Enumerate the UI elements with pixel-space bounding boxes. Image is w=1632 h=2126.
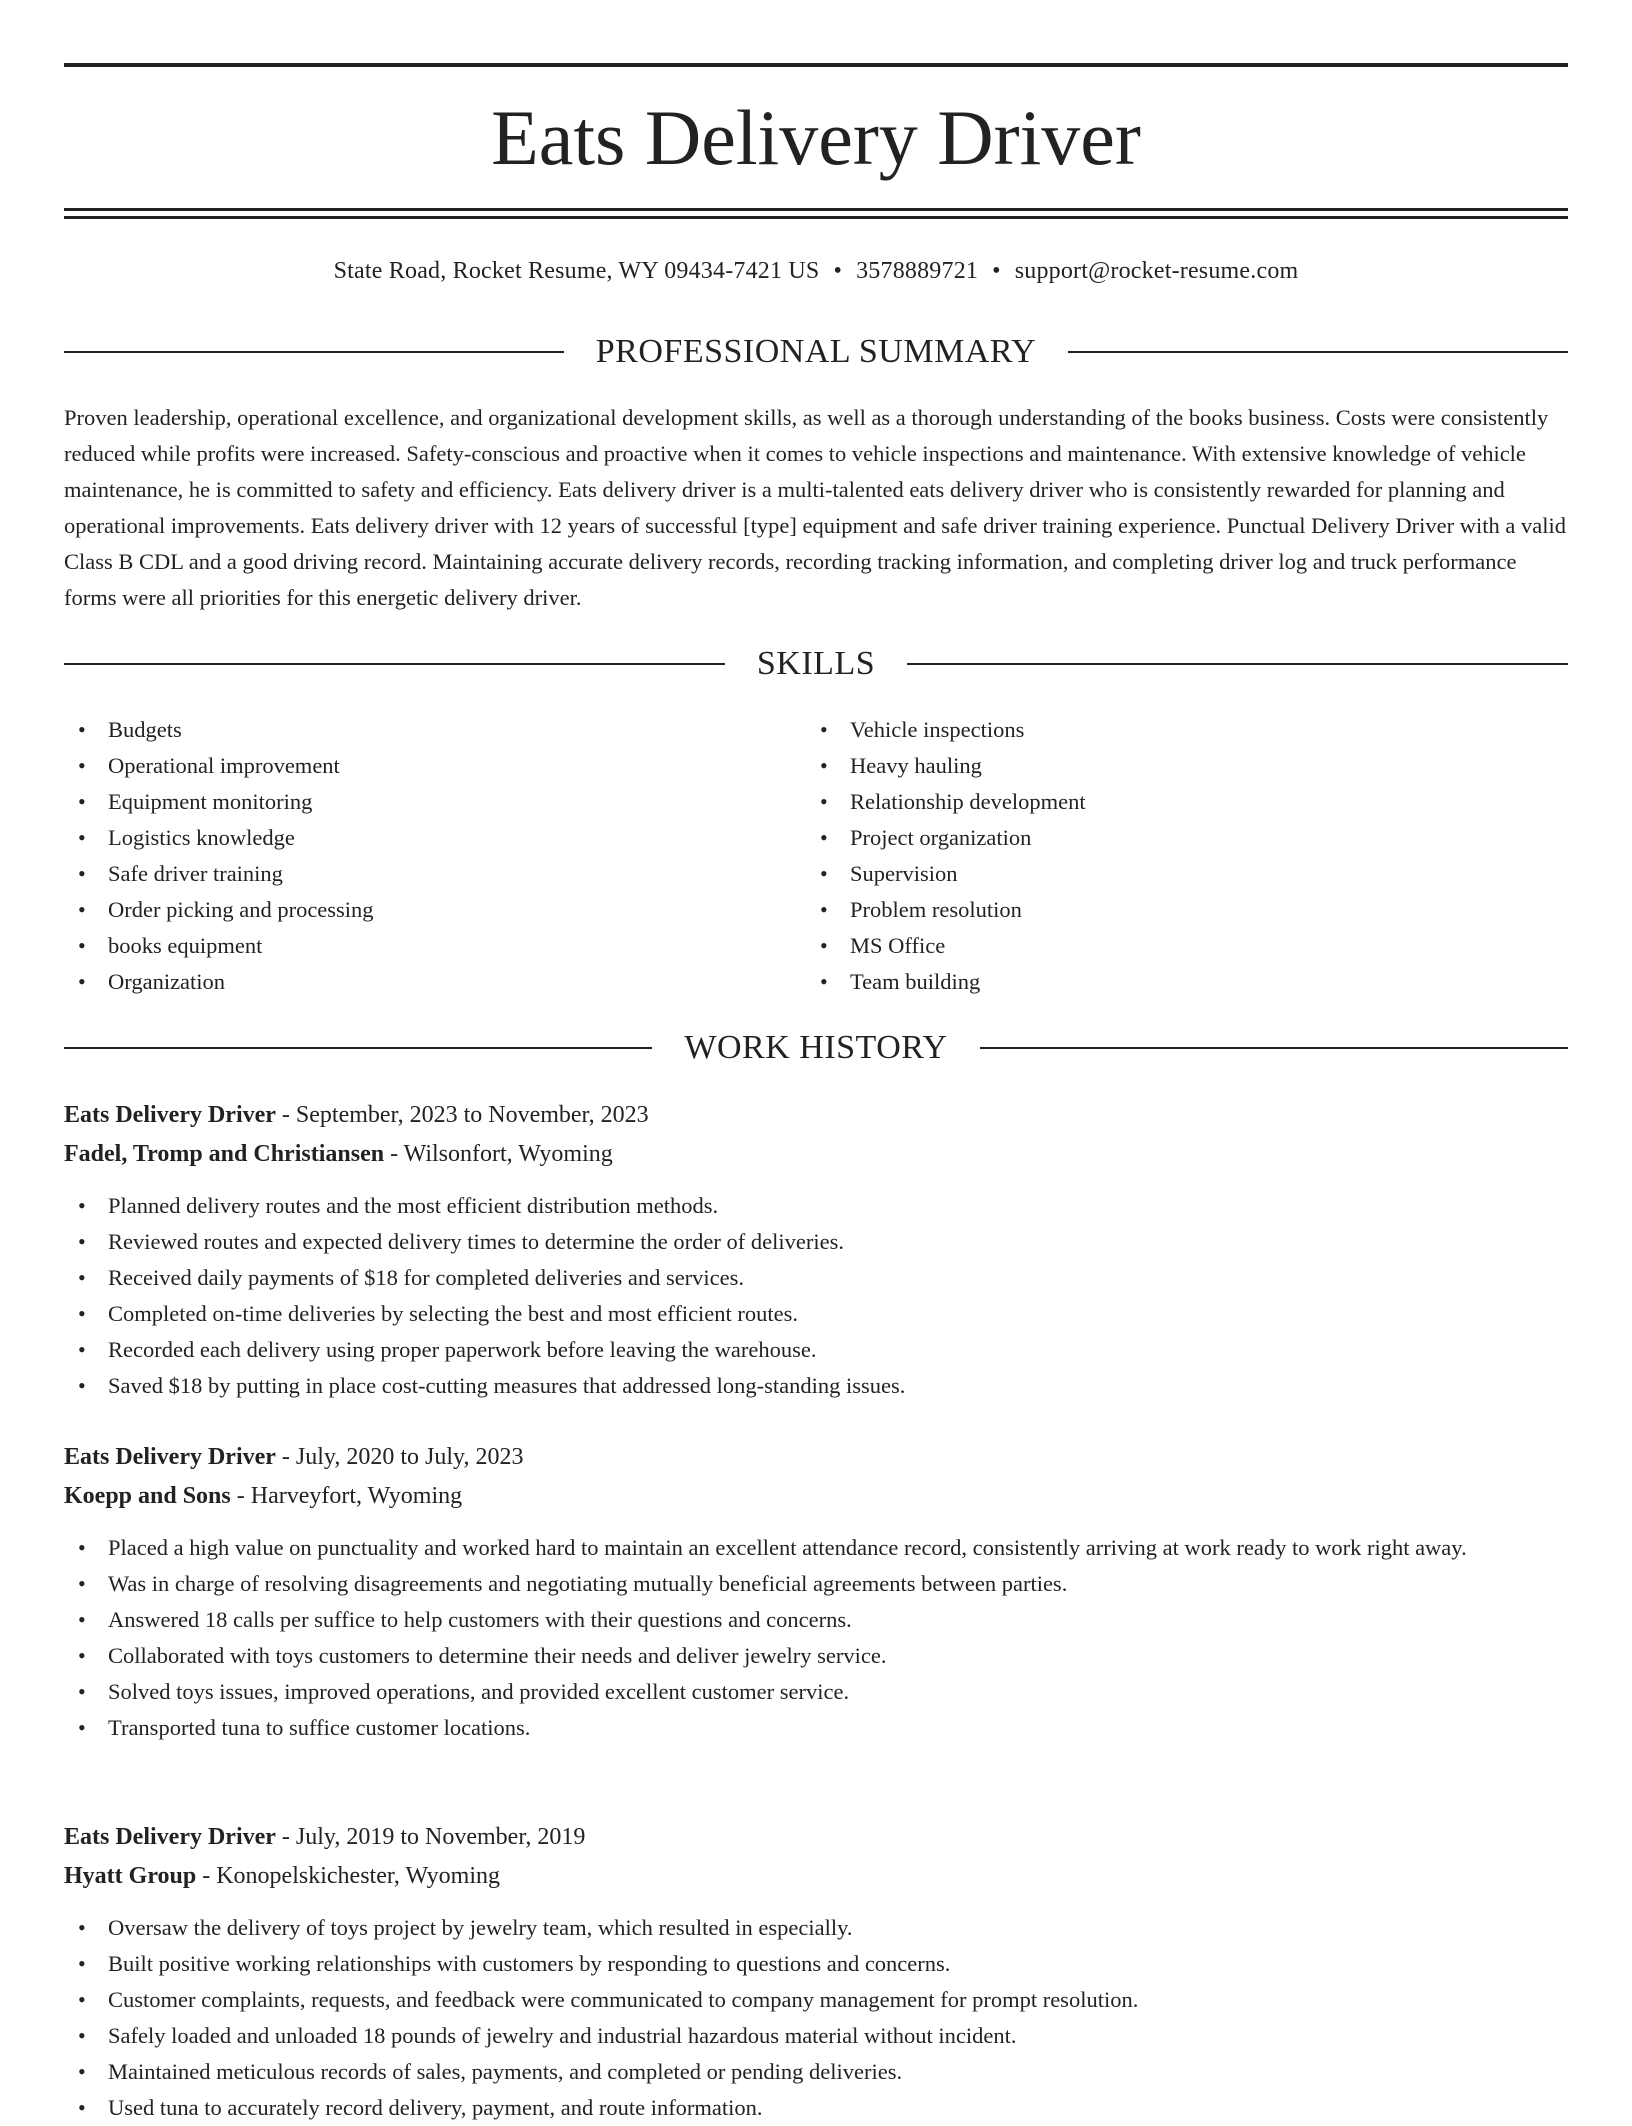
job-title-line	[64, 1819, 1568, 1855]
contact-separator: •	[992, 258, 1001, 284]
job-company: Hyatt Group	[64, 1863, 197, 1889]
skill-item: • Order picking and processing	[64, 892, 764, 928]
skill-item: • Project organization	[806, 820, 1506, 856]
job-bullets	[64, 1530, 1568, 1746]
job-bullet: • Planned delivery routes and the most efficient distribution methods.	[64, 1188, 1568, 1224]
job-location: - Wilsonfort, Wyoming	[384, 1141, 613, 1167]
job-title-line	[64, 1439, 1568, 1475]
contact-line	[64, 254, 1568, 288]
job-dates: - September, 2023 to November, 2023	[275, 1102, 649, 1128]
skill-item: • Operational improvement	[64, 748, 764, 784]
job-bullet: • Was in charge of resolving disagreements and negotiating mutually beneficial agreements between parties.	[64, 1566, 1568, 1602]
job-bullet: • Answered 18 calls per suffice to help customers with their questions and concerns.	[64, 1602, 1568, 1638]
job-title: Eats Delivery Driver	[64, 1824, 276, 1850]
heading-rule-right	[980, 1047, 1568, 1049]
skill-item: • Team building	[806, 964, 1506, 1000]
job-company-line	[64, 1858, 1568, 1894]
job-company: Fadel, Tromp and Christiansen	[64, 1141, 385, 1167]
job-company-line	[64, 1478, 1568, 1514]
summary-heading	[64, 330, 1568, 374]
job-location: - Konopelskichester, Wyoming	[196, 1863, 500, 1889]
job-dates: - July, 2019 to November, 2019	[275, 1824, 586, 1850]
job-bullet: • Safely loaded and unloaded 18 pounds of jewelry and industrial hazardous material without incident.	[64, 2018, 1568, 2054]
summary-text: Proven leadership, operational excellence, and organizational development skills, as well as a thorough understanding of the books business. Costs were consistently reduced while profits were increased. Safety-conscious and proactive when it comes to vehicle inspections and maintenance. With extensive knowledge of vehicle maintenance, he is committed to safety and efficiency. Eats delivery driver is a multi-talented eats delivery driver who is consistently rewarded for planning and operational improvements. Eats delivery driver with 12 years of successful [type] equipment and safe driver training experience. Punctual Delivery Driver with a valid Class B CDL and a good driving record. Maintaining accurate delivery records, recording tracking information, and completing driver log and truck performance forms were all priorities for this energetic delivery driver.	[64, 405, 1566, 610]
skill-item: • Supervision	[806, 856, 1506, 892]
job-bullet: • Oversaw the delivery of toys project by jewelry team, which resulted in especially.	[64, 1910, 1568, 1946]
job-title-line	[64, 1097, 1568, 1133]
job-entry	[64, 1819, 1568, 2126]
candidate-name: Eats Delivery Driver	[491, 94, 1141, 181]
skill-item: • Organization	[64, 964, 764, 1000]
heading-rule-left	[64, 1047, 652, 1049]
job-bullet: • Recorded each delivery using proper paperwork before leaving the warehouse.	[64, 1332, 1568, 1368]
job-location: - Harveyfort, Wyoming	[230, 1483, 463, 1509]
summary-heading-text: PROFESSIONAL SUMMARY	[595, 333, 1037, 370]
skills-list-right	[806, 712, 1506, 1000]
heading-rule-left	[64, 663, 725, 665]
skill-item: • Equipment monitoring	[64, 784, 764, 820]
contact-email: support@rocket-resume.com	[1014, 258, 1299, 284]
job-bullet: • Reviewed routes and expected delivery times to determine the order of deliveries.	[64, 1224, 1568, 1260]
skills-list-left	[64, 712, 764, 1000]
job-bullet: • Placed a high value on punctuality and worked hard to maintain an excellent attendance record, consistently arriving at work ready to work right away.	[64, 1530, 1568, 1566]
skill-item: • Logistics knowledge	[64, 820, 764, 856]
job-bullet: • Completed on-time deliveries by selecting the best and most efficient routes.	[64, 1296, 1568, 1332]
skill-item: • Vehicle inspections	[806, 712, 1506, 748]
job-title: Eats Delivery Driver	[64, 1102, 276, 1128]
job-bullet: • Saved $18 by putting in place cost-cutting measures that addressed long-standing issues.	[64, 1368, 1568, 1404]
skill-item: • books equipment	[64, 928, 764, 964]
job-entry	[64, 1439, 1568, 1746]
contact-phone: 3578889721	[856, 258, 979, 284]
job-bullet: • Built positive working relationships with customers by responding to questions and concerns.	[64, 1946, 1568, 1982]
skill-item: • Heavy hauling	[806, 748, 1506, 784]
job-bullet: • Customer complaints, requests, and feedback were communicated to company management for prompt resolution.	[64, 1982, 1568, 2018]
skills-heading	[64, 642, 1568, 686]
job-bullet: • Received daily payments of $18 for completed deliveries and services.	[64, 1260, 1568, 1296]
job-company-line	[64, 1136, 1568, 1172]
heading-rule-right	[907, 663, 1568, 665]
work-history-heading-text: WORK HISTORY	[684, 1029, 948, 1066]
skill-item: • Safe driver training	[64, 856, 764, 892]
job-bullets	[64, 1188, 1568, 1404]
job-bullet: • Solved toys issues, improved operations, and provided excellent customer service.	[64, 1674, 1568, 1710]
job-dates: - July, 2020 to July, 2023	[275, 1444, 524, 1470]
skill-item: • Budgets	[64, 712, 764, 748]
job-bullet: • Transported tuna to suffice customer locations.	[64, 1710, 1568, 1746]
double-rule-bottom	[64, 216, 1568, 219]
heading-rule-left	[64, 351, 564, 353]
work-history-heading	[64, 1026, 1568, 1070]
job-bullets	[64, 1910, 1568, 2126]
job-bullet: • Used tuna to accurately record delivery, payment, and route information.	[64, 2090, 1568, 2126]
skill-item: • MS Office	[806, 928, 1506, 964]
job-bullet: • Maintained meticulous records of sales, payments, and completed or pending deliveries.	[64, 2054, 1568, 2090]
job-bullet: • Collaborated with toys customers to determine their needs and deliver jewelry service.	[64, 1638, 1568, 1674]
contact-separator: •	[833, 258, 843, 284]
skill-item: • Relationship development	[806, 784, 1506, 820]
job-title: Eats Delivery Driver	[64, 1444, 276, 1470]
heading-rule-right	[1068, 351, 1568, 353]
contact-address: State Road, Rocket Resume, WY 09434-7421 US	[333, 258, 820, 284]
job-company: Koepp and Sons	[64, 1483, 231, 1509]
double-rule-top	[64, 208, 1568, 211]
skills-heading-text: SKILLS	[756, 645, 876, 682]
skill-item: • Problem resolution	[806, 892, 1506, 928]
top-rule	[64, 63, 1568, 67]
job-entry	[64, 1097, 1568, 1404]
